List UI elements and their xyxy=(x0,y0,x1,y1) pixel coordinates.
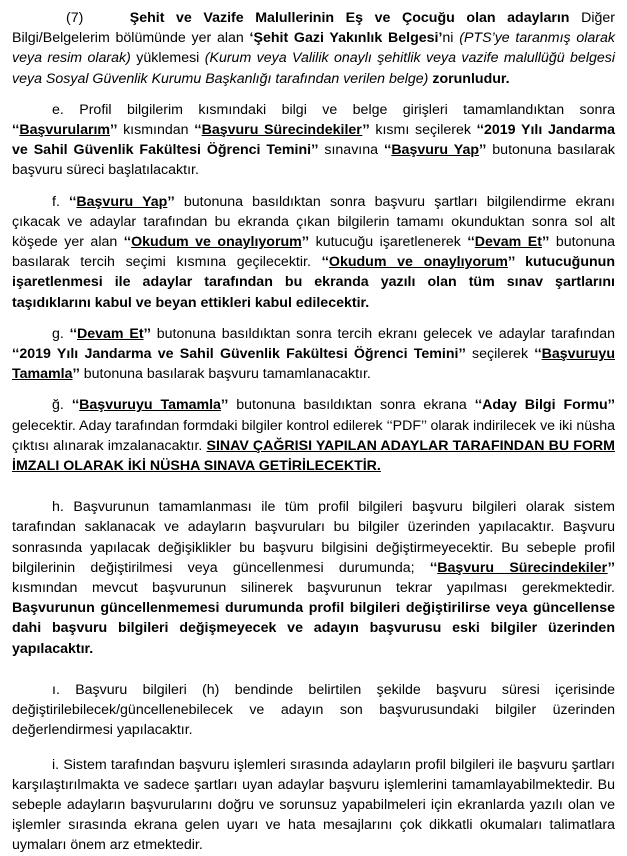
in-process-menu-ref: Başvuru Sürecindekiler xyxy=(201,122,363,139)
text: butonuna basıldıktan sonra tercih ekranı gelecek ve adaylar tarafından xyxy=(150,325,615,342)
paragraph-gg xyxy=(12,395,615,476)
text: Diğer Bilgi/Belgelerim bölümünde yer alan xyxy=(12,10,615,47)
quote-open: ‘‘ xyxy=(534,346,542,363)
exam-name: ‘‘2019 Yılı Jandarma ve Sahil Güvenlik Fakültesi Öğrenci Temini’’ xyxy=(12,122,615,159)
quote-open: ‘‘ xyxy=(383,142,392,159)
quote-close: ’’ xyxy=(220,397,229,414)
quote-close: ’’ xyxy=(167,193,175,210)
quote-close: ’’ xyxy=(541,234,550,251)
paragraph-i xyxy=(12,755,615,856)
text: e. Profil bilgilerim kısmındaki bilgi ve belge girişleri tamamlandıktan sonra xyxy=(52,101,615,118)
exam-name: ‘‘2019 Yılı Jandarma ve Sahil Güvenlik Fakültesi Öğrenci Temini’’ xyxy=(12,346,466,363)
text: ı. Başvuru bilgileri (h) bendinde belirtilen şekilde başvuru süresi içerisinde değiştirilebilecek/güncellenebilecek ve adayın son başvurusundaki bilgiler üzerinden değerlendirmesi yapılacaktır. xyxy=(12,681,615,739)
text: butonuna basılarak tercih seçimi kısmına geçilecektir. xyxy=(12,234,616,271)
quote-close: ’’ xyxy=(301,234,310,251)
paragraph-h xyxy=(12,497,615,659)
paragraph-e xyxy=(12,100,615,181)
text: f. xyxy=(52,193,70,210)
apply-button-ref: Başvuru Yap xyxy=(391,142,479,159)
quote-close: ’’ xyxy=(607,559,615,576)
candidate-form-name: ‘‘Aday Bilgi Formu’’ xyxy=(474,397,615,414)
mandatory-text: zorunludur. xyxy=(432,70,510,87)
quote-close: ’’ xyxy=(479,142,487,159)
text: i. Sistem tarafından başvuru işlemleri sırasında adayların profil bilgileri ile başvuru şartları karşılaştırılmakta ve sadece şartları uyan adaylar başvuru işlemlerini tamamlayabilmektedir. Bu sebeple adayların başvurularını doğru ve sorunsuz yapabilmeleri için ekranlarda yazılı olan ve işlemler sırasında ekrana gelen uyarı ve hata mesajlarını çok dikkatli okumaları talimatlara uymaları önem arz etmektedir. xyxy=(12,756,615,854)
document-name: ‘Şehit Gazi Yakınlık Belgesi’ xyxy=(249,30,443,47)
accept-checkbox-ref: Okudum ve onaylıyorum xyxy=(328,254,508,271)
quote-close: ’’ xyxy=(362,122,370,139)
quote-open: ‘‘ xyxy=(194,122,202,139)
applications-menu-ref: Başvurularım xyxy=(19,122,111,139)
update-warning: Başvurunun güncellenmemesi durumunda profil bilgileri değiştirilirse veya güncellense dahi başvuru bilgileri değişmeyecek ve adayın başvurusu eski bilgiler üzerinden yapılacaktır. xyxy=(12,600,615,657)
quote-close: ’’ xyxy=(143,325,151,342)
quote-open: ‘‘ xyxy=(69,325,78,342)
continue-button-ref: Devam Et xyxy=(77,325,144,342)
paragraph-i-dotless xyxy=(12,680,615,741)
note-italic: (Kurum veya Valilik onaylı şehitlik veya vazife malullüğü belgesi veya Sosyal Güvenlik Kurumu Başkanlığı tarafından verilen belge) xyxy=(12,50,615,87)
apply-button-ref: Başvuru Yap xyxy=(76,193,168,210)
quote-close: ’’ xyxy=(72,366,80,383)
quote-open: ‘‘ xyxy=(123,234,132,251)
paragraph-f xyxy=(12,192,615,313)
text: sınavına xyxy=(318,142,384,159)
complete-button-ref: Başvuruyu Tamamla xyxy=(79,397,221,414)
quote-open: ‘‘ xyxy=(321,254,329,271)
continue-button-ref: Devam Et xyxy=(474,234,542,251)
text: seçilerek xyxy=(465,346,535,363)
text: ni xyxy=(442,30,460,47)
quote-close: ’’ xyxy=(507,254,515,271)
quote-open: ‘‘ xyxy=(69,193,77,210)
quote-open: ‘‘ xyxy=(71,397,80,414)
quote-close: ’’ xyxy=(110,122,118,139)
text: butonuna basıldıktan sonra başvuru şartları bilgilendirme ekranı çıkacak ve adaylar tarafından bu ekranda çıkan bilgilerin tamamı okunduktan sonra sol alt köşede yer alan xyxy=(12,193,615,251)
text: butonuna basılarak başvuru süreci başlatılacaktır. xyxy=(12,142,615,179)
text: kısmından mevcut başvurunun silinerek başvurunun tekrar yapılması gerekmektedir. xyxy=(12,580,615,597)
text: kutucuğu işaretlenerek xyxy=(309,234,468,251)
form-warning: SINAV ÇAĞRISI YAPILAN ADAYLAR TARAFINDAN BU FORM İMZALI OLARAK İKİ NÜSHA SINAVA GETİRİLECEKTİR. xyxy=(12,437,615,475)
paragraph-7 xyxy=(12,8,615,89)
text: yüklemesi xyxy=(130,50,205,67)
quote-open: ‘‘ xyxy=(12,122,20,139)
text: butonuna basıldıktan sonra ekrana xyxy=(228,397,475,414)
accept-checkbox-ref: Okudum ve onaylıyorum xyxy=(131,234,302,251)
paragraph-g xyxy=(12,324,615,385)
in-process-menu-ref: Başvuru Sürecindekiler xyxy=(437,559,608,576)
complete-button-ref: Başvuruyu Tamamla xyxy=(12,346,615,383)
text: gelecektir. Aday tarafından formdaki bilgiler kontrol edilerek ‘‘PDF’’ olarak indirilecek ve iki nüsha çıktısı alınarak imzalanacaktır. xyxy=(12,417,616,454)
text: kısmından xyxy=(117,122,195,139)
note-italic: (PTS’ye taranmış olarak veya resim olarak) xyxy=(12,30,616,67)
acceptance-statement: kutucuğunun işaretlenmesi ile adaylar tarafından bu ekranda yazılı olan tüm sınav şartlarını taşıdıklarını kabul ve beyan ettikleri kabul edilecektir. xyxy=(12,254,615,311)
quote-open: ‘‘ xyxy=(429,559,438,576)
text: g. xyxy=(52,325,70,342)
quote-open: ‘‘ xyxy=(467,234,475,251)
item-number: (7) xyxy=(66,10,84,26)
text: h. Başvurunun tamamlanması ile tüm profil bilgileri başvuru bilgileri olarak sistem tarafından saklanacak ve adayların başvuruları bu bilgiler üzerinden yapılacaktır. Başvuru sonrasında yapılacak değişiklikler bu başvuru bilgisini değiştirmeyecektir. Bu sebeple profil bilgilerinin değiştirilmesi veya güncellenmesi durumunda; xyxy=(12,499,615,576)
martyr-families-heading: Şehit ve Vazife Malullerinin Eş ve Çocuğu olan adayların xyxy=(129,10,570,26)
text: butonuna basılarak başvuru tamamlanacaktır. xyxy=(79,366,371,383)
text: ğ. xyxy=(52,397,72,414)
text: kısmı seçilerek xyxy=(369,122,477,139)
